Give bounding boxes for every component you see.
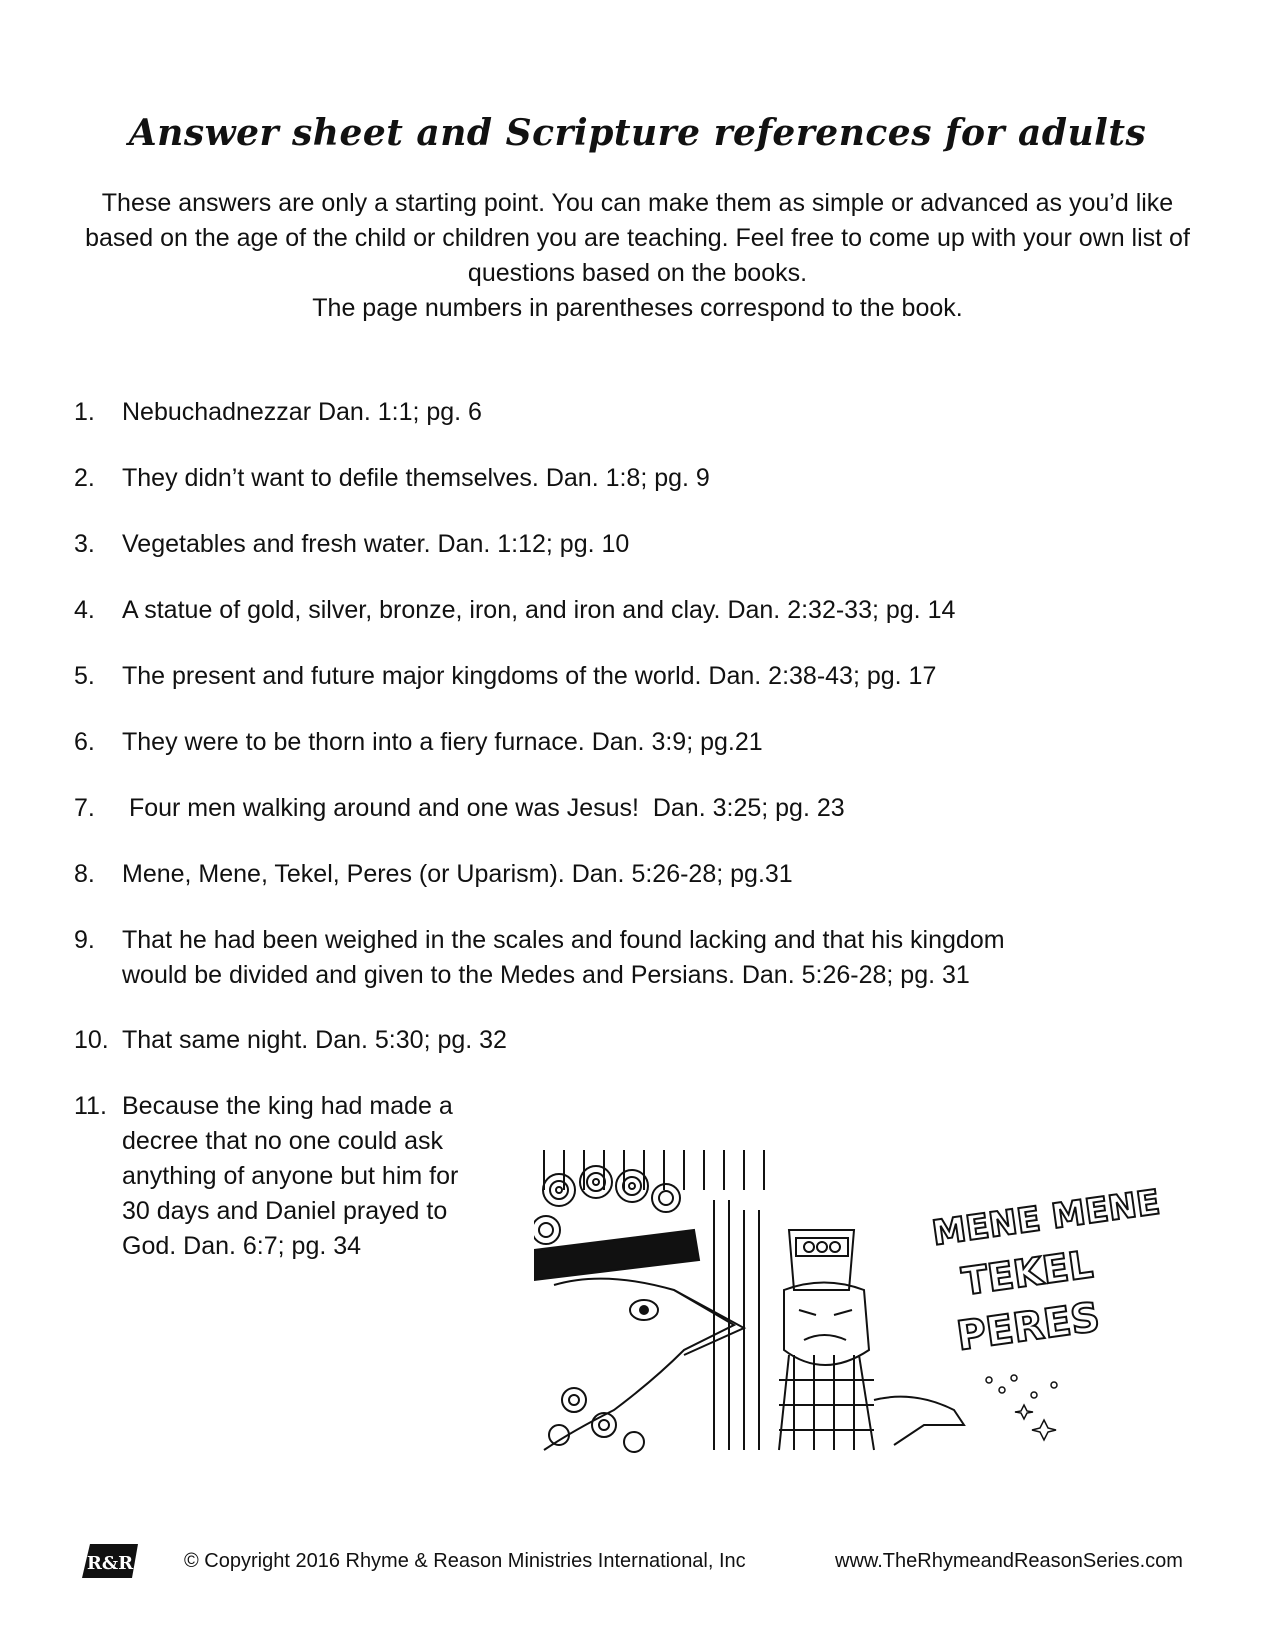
wall-writing <box>930 1182 1163 1360</box>
answer-number: 8. <box>74 860 95 888</box>
answer-text: Nebuchadnezzar Dan. 1:1; pg. 6 <box>122 398 482 426</box>
answer-text: They were to be thorn into a fiery furnace. Dan. 3:9; pg.21 <box>122 728 763 756</box>
page-footer <box>0 1542 1275 1582</box>
answer-text: That same night. Dan. 5:30; pg. 32 <box>122 1026 507 1054</box>
answer-number: 2. <box>74 464 95 492</box>
rhyme-and-reason-logo <box>76 1542 142 1582</box>
answer-text: Vegetables and fresh water. Dan. 1:12; pg. 10 <box>122 530 630 558</box>
intro-text: These answers are only a starting point. You can make them as simple or advanced as you’d like based on the age of the child or children you are teaching. Feel free to come up with your own list of questions based on the books. <box>85 189 1190 287</box>
wall-text-line: PERES <box>953 1294 1103 1360</box>
answer-number: 11. <box>74 1092 107 1120</box>
answer-number: 3. <box>74 530 95 558</box>
answer-number: 9. <box>74 926 95 954</box>
wall-text-line: MENE MENE <box>929 1182 1163 1254</box>
intro-note: The page numbers in parentheses correspond to the book. <box>312 294 963 322</box>
answer-text: That he had been weighed in the scales and found lacking and that his kingdom would be divided and given to the Medes and Persians. Dan. 5:26-28; pg. 31 <box>122 926 1005 989</box>
sparkles <box>986 1375 1057 1440</box>
answer-text: Mene, Mene, Tekel, Peres (or Uparism). Dan. 5:26-28; pg.31 <box>122 860 793 888</box>
wall-text-line: TEKEL <box>959 1242 1096 1304</box>
logo-text: R&R <box>86 1553 134 1574</box>
answer-number: 5. <box>74 662 95 690</box>
answer-number: 4. <box>74 596 95 624</box>
answer-text: Because the king had made a decree that no one could ask anything of anyone but him for 30 days and Daniel prayed to God. Dan. 6:7; pg. 34 <box>122 1092 459 1260</box>
copyright-notice: © Copyright 2016 Rhyme & Reason Ministries International, Inc <box>184 1550 746 1572</box>
answer-number: 6. <box>74 728 95 756</box>
answer-number: 1. <box>74 398 95 426</box>
daniel-figure <box>534 1166 744 1452</box>
answer-text: Four men walking around and one was Jesus! Dan. 3:25; pg. 23 <box>122 794 845 822</box>
page-title: Answer sheet and Scripture references for adults <box>128 112 1147 154</box>
answer-text: A statue of gold, silver, bronze, iron, and iron and clay. Dan. 2:32-33; pg. 14 <box>122 596 956 624</box>
intro-paragraph <box>70 186 1205 326</box>
belshazzar-feast-illustration <box>534 1150 1164 1460</box>
answer-text: The present and future major kingdoms of the world. Dan. 2:38-43; pg. 17 <box>122 662 937 690</box>
website-link[interactable]: www.TheRhymeandReasonSeries.com <box>835 1550 1183 1572</box>
answer-number: 10. <box>74 1026 109 1054</box>
answer-number: 7. <box>74 794 95 822</box>
king-figure <box>779 1230 964 1450</box>
answer-text: They didn’t want to defile themselves. Dan. 1:8; pg. 9 <box>122 464 710 492</box>
